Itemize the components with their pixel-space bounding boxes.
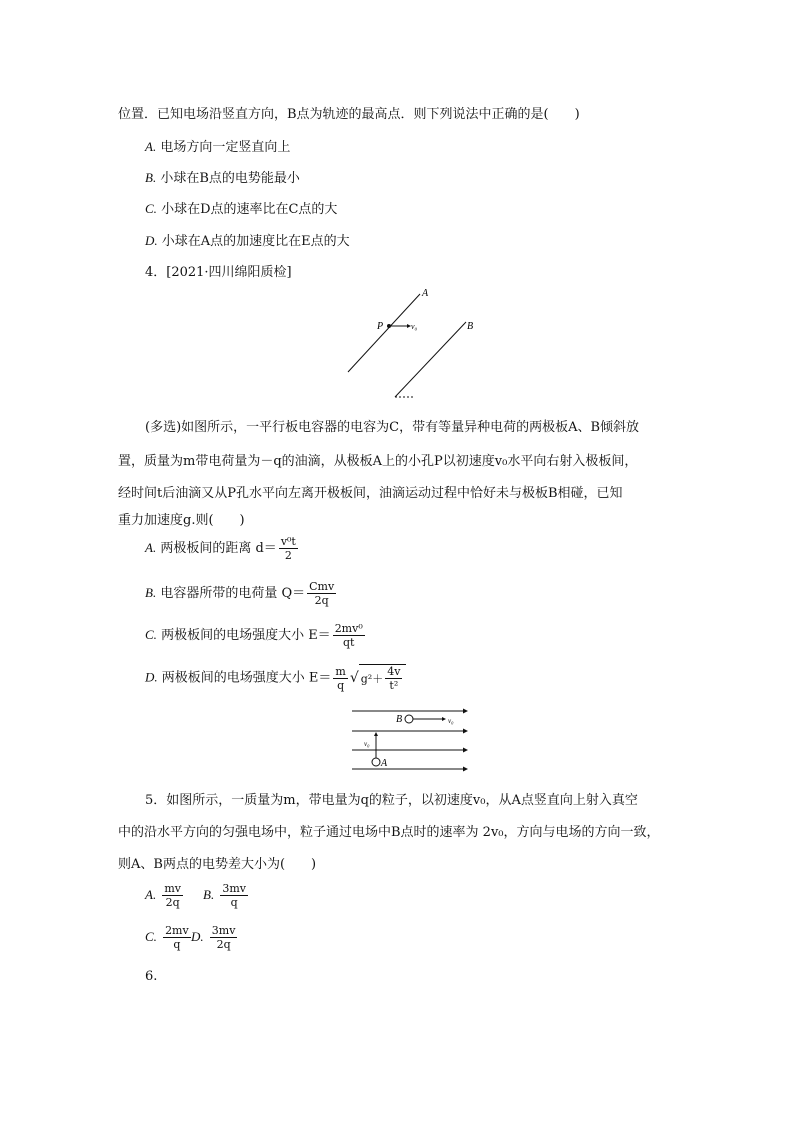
field-arrowhead-4 xyxy=(463,767,468,772)
q3-option-b[interactable] xyxy=(145,167,300,186)
v0-up-arrowhead xyxy=(374,732,378,736)
q4-option-a[interactable] xyxy=(145,535,300,562)
root-fraction: $\frac{4v}{\text{t²}}$ xyxy=(387,665,401,692)
q5-option-b[interactable] xyxy=(203,882,250,909)
option-text: 两极板间的电场强度大小 E＝ xyxy=(161,670,332,686)
sqrt-sign: √ xyxy=(349,670,359,686)
option-letter: A. xyxy=(145,887,157,902)
label-a: A xyxy=(422,288,429,299)
q4-stem-line-1: (多选)如图所示，一平行板电容器的电容为C，带有等量异种电荷的两极板A、B倾斜放 xyxy=(145,420,640,435)
particle-a xyxy=(372,758,380,766)
label-b: B xyxy=(467,321,474,332)
q4-stem-line-4: 重力加速度g.则( ) xyxy=(118,513,245,528)
particle-b xyxy=(405,715,413,723)
fraction: $\frac{\text{2mv⁰}}{qt}$ xyxy=(334,622,363,649)
label-v0-right: v₀ xyxy=(448,717,454,725)
q5-option-c[interactable] xyxy=(145,924,193,951)
option-letter: A. xyxy=(145,139,157,154)
option-letter: D. xyxy=(145,669,158,685)
q5-option-a[interactable] xyxy=(145,882,185,909)
option-text: 小球在A点的加速度比在E点的大 xyxy=(161,234,350,249)
q4-header: 4．[2021·四川绵阳质检] xyxy=(145,265,292,280)
option-letter: B. xyxy=(203,887,215,902)
q4-option-c[interactable] xyxy=(145,622,367,649)
field-arrowhead-1 xyxy=(463,709,468,714)
sqrt-body: g²＋ $\frac{4v}{\text{t²}}$ xyxy=(359,664,407,692)
q5-stem-line-2: 中的沿水平方向的匀强电场中，粒子通过电场中B点时的速率为 2v₀，方向与电场的方向一致， xyxy=(118,825,660,840)
label-b: B xyxy=(396,714,403,725)
option-text: 两极板间的距离 d＝ xyxy=(160,541,277,556)
v0-right-arrowhead xyxy=(442,717,446,721)
q3-stem-tail: 位置．已知电场沿竖直方向，B点为轨迹的最高点．则下列说法中正确的是( ) xyxy=(118,107,580,122)
q3-option-c[interactable] xyxy=(145,198,337,217)
option-letter: C. xyxy=(145,929,157,944)
q3-option-d[interactable] xyxy=(145,230,350,249)
field-arrowhead-2 xyxy=(463,729,468,734)
q5-figure xyxy=(350,705,475,775)
q3-option-a[interactable] xyxy=(145,136,290,155)
option-letter: D. xyxy=(191,929,204,944)
option-text: 两极板间的电场强度大小 E＝ xyxy=(161,628,331,643)
option-text: 电场方向一定竖直向上 xyxy=(160,140,291,155)
option-letter: B. xyxy=(145,170,157,185)
plate-b-line xyxy=(395,322,466,397)
q6-header: 6. xyxy=(145,969,158,984)
option-letter: B. xyxy=(145,585,157,600)
fraction: $\frac{\text{v⁰t}}{2}$ xyxy=(280,535,296,562)
fraction: $\frac{2mv}{q}$ xyxy=(165,924,189,951)
fraction: $\frac{m}{q}$ xyxy=(335,664,346,692)
q4-option-d[interactable] xyxy=(145,664,406,692)
option-text: 小球在D点的速率比在C点的大 xyxy=(161,202,338,217)
fraction: $\frac{3mv}{2q}$ xyxy=(211,924,236,951)
option-letter: A. xyxy=(145,540,157,555)
q4-stem-line-2: 置，质量为m带电荷量为－q的油滴，从极板A上的小孔P以初速度v₀水平向右射入极板间， xyxy=(118,454,638,469)
option-letter: C. xyxy=(145,627,157,642)
q5-stem-line-3: 则A、B两点的电势差大小为( ) xyxy=(118,857,317,872)
q4-figure xyxy=(340,284,480,404)
fraction: $\frac{\text{Cmv}}{2q}$ xyxy=(309,580,335,607)
label-v0-up: v₀ xyxy=(364,740,370,748)
point-p xyxy=(387,324,391,328)
q5-stem-line-1: 5．如图所示，一质量为m，带电量为q的粒子，以初速度v₀，从A点竖直向上射入真空 xyxy=(145,793,638,808)
q5-option-d[interactable] xyxy=(191,924,239,951)
plate-a-line xyxy=(348,294,420,372)
option-text: 电容器所带的电荷量 Q＝ xyxy=(160,586,306,601)
q4-option-b[interactable] xyxy=(145,580,338,607)
fraction: $\frac{mv}{2q}$ xyxy=(164,882,181,909)
option-text: 小球在B点的电势能最小 xyxy=(160,171,300,186)
label-a: A xyxy=(381,758,388,769)
option-letter: D. xyxy=(145,233,158,248)
label-p: P xyxy=(377,321,384,332)
field-arrowhead-3 xyxy=(463,748,468,753)
label-v0: v₀ xyxy=(411,322,418,331)
option-letter: C. xyxy=(145,201,157,216)
fraction: $\frac{3mv}{q}$ xyxy=(222,882,246,909)
q4-stem-line-3: 经时间t后油滴又从P孔水平向左离开极板间，油滴运动过程中恰好未与极板B相碰，已知 xyxy=(118,486,623,501)
